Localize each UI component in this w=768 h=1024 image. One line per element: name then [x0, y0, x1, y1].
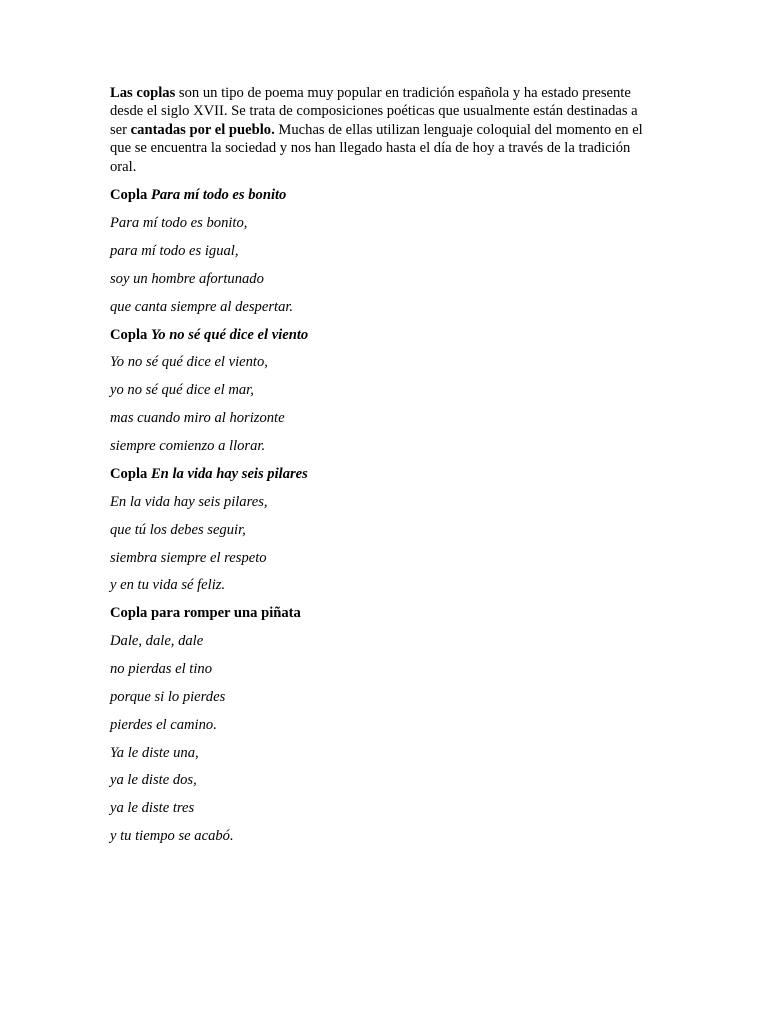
copla-3-title: [110, 465, 308, 483]
copla-1-line-3: soy un hombre afortunado: [110, 271, 264, 287]
copla-2-line-3: mas cuando miro al horizonte: [110, 410, 285, 426]
copla-4-line-8: y tu tiempo se acabó.: [110, 828, 234, 844]
copla-3-line-1: En la vida hay seis pilares,: [110, 494, 268, 510]
copla-1-line-4: que canta siempre al despertar.: [110, 299, 294, 315]
copla-1-name: Para mí todo es bonito: [150, 187, 287, 203]
copla-3-name: En la vida hay seis pilares: [150, 466, 308, 482]
copla-4-line-1: Dale, dale, dale: [110, 633, 204, 649]
copla-4-line-5: Ya le diste una,: [110, 745, 199, 761]
copla-3-line-3: siembra siempre el respeto: [110, 550, 267, 566]
copla-1-line-1: Para mí todo es bonito,: [110, 215, 248, 231]
copla-2-prefix: Copla: [110, 327, 151, 343]
copla-4-title: [110, 604, 301, 622]
copla-4-line-2: no pierdas el tino: [110, 661, 213, 677]
copla-4-line-3: porque si lo pierdes: [110, 689, 226, 705]
intro-text-2: Muchas de ellas utilizan lenguaje coloquial del momento en el que se encuentra la sociedad y nos han llegado hasta el día de hoy a través de la tradición oral.: [110, 121, 643, 175]
copla-3-prefix: Copla: [110, 466, 151, 482]
copla-3-line-2: que tú los debes seguir,: [110, 522, 246, 538]
copla-2-line-1: Yo no sé qué dice el viento,: [110, 354, 268, 370]
copla-4-line-7: ya le diste tres: [110, 800, 195, 816]
intro-bold-mid: cantadas por el pueblo.: [130, 121, 275, 138]
intro-text-1: son un tipo de poema muy popular en tradición española y ha estado presente desde el siglo XVII. Se trata de composiciones poéticas que usualmente están destinadas a ser: [110, 85, 638, 138]
copla-2-title: [110, 326, 308, 344]
copla-1-prefix: Copla: [110, 187, 151, 203]
copla-1-line-2: para mí todo es igual,: [110, 243, 239, 259]
copla-4-line-4: pierdes el camino.: [110, 717, 217, 733]
copla-2-line-4: siempre comienzo a llorar.: [110, 438, 266, 454]
copla-1-title: [110, 186, 286, 204]
copla-3-line-4: y en tu vida sé feliz.: [110, 577, 226, 593]
copla-4-line-6: ya le diste dos,: [110, 772, 197, 788]
copla-4-prefix: Copla para romper una piñata: [110, 605, 301, 621]
copla-2-line-2: yo no sé qué dice el mar,: [110, 382, 254, 398]
intro-bold-start: Las coplas: [110, 85, 176, 101]
intro-paragraph: [110, 84, 652, 176]
copla-2-name: Yo no sé qué dice el viento: [150, 327, 309, 343]
